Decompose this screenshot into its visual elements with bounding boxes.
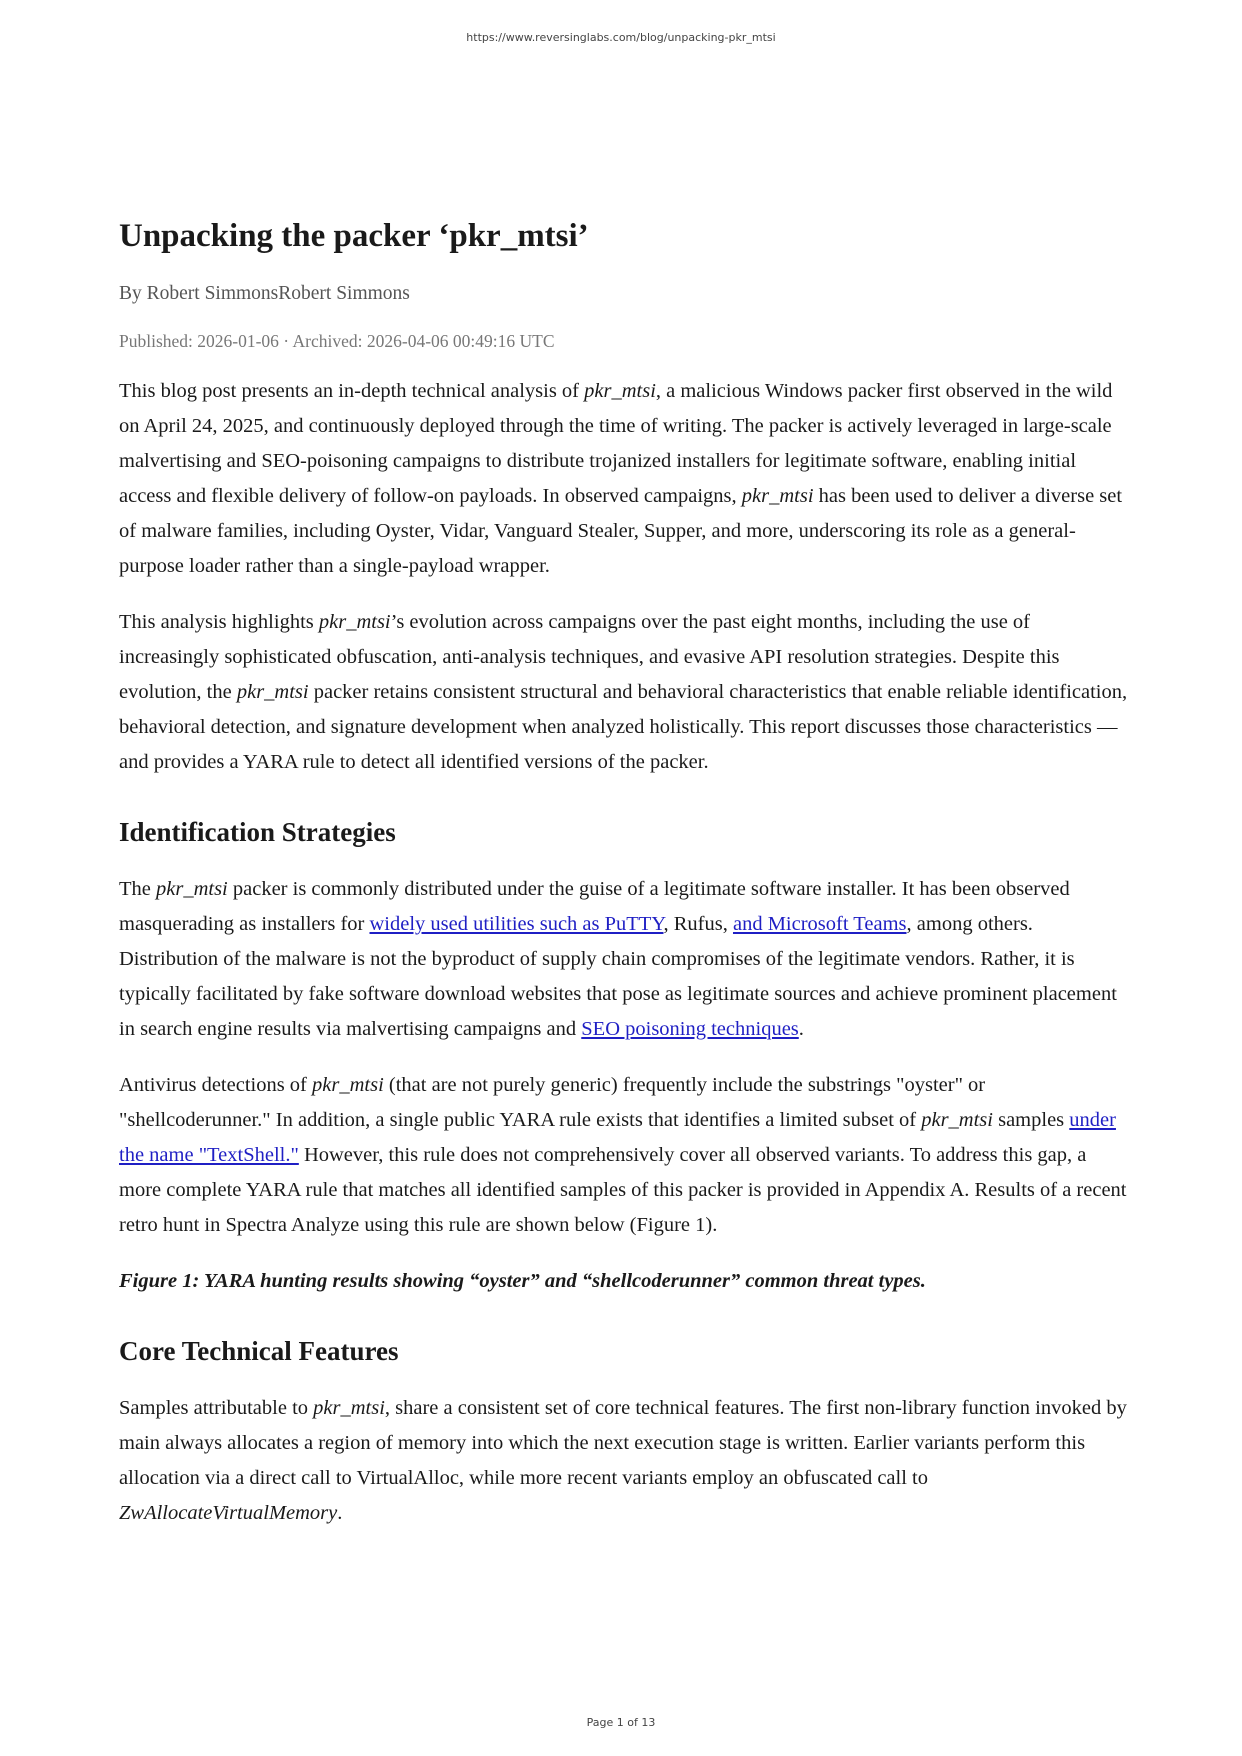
term-zwallocatevirtualmemory: ZwAllocateVirtualMemory bbox=[119, 1502, 338, 1524]
term-pkr-mtsi: pkr_mtsi bbox=[741, 485, 814, 507]
identification-paragraph-1: The pkr_mtsi packer is commonly distributed under the guise of a legitimate software installer. It has been observed masquerading as installers for widely used utilities such as PuTTY, Rufus, and Microsoft Teams, among others. Distribution of the malware is not the byproduct of supply chain compromises of the legitimate vendors. Rather, it is typically facilitated by fake software download websites that pose as legitimate sources and achieve prominent placement in search engine results via malvertising campaigns and SEO poisoning techniques. bbox=[119, 878, 1117, 1040]
intro-paragraph-1: This blog post presents an in-depth technical analysis of pkr_mtsi, a malicious Windows packer first observed in the wild on April 24, 2025, and continuously deployed through the time of writing. The packer is actively leveraged in large-scale malvertising and SEO-poisoning campaigns to distribute trojanized installers for legitimate software, enabling initial access and flexible delivery of follow-on payloads. In observed campaigns, pkr_mtsi has been used to deliver a diverse set of malware families, including Oyster, Vidar, Vanguard Stealer, Supper, and more, underscoring its role as a general-purpose loader rather than a single-payload wrapper. bbox=[119, 380, 1123, 577]
identification-paragraph-2: Antivirus detections of pkr_mtsi (that are not purely generic) frequently include the substrings "oyster" or "shellcoderunner." In addition, a single public YARA rule exists that identifies a limited subset of pkr_mtsi samples under the name "TextShell." However, this rule does not comprehensively cover all observed variants. To address this gap, a more complete YARA rule that matches all identified samples of this packer is provided in Appendix A. Results of a recent retro hunt in Spectra Analyze using this rule are shown below (Figure 1). bbox=[119, 1074, 1127, 1236]
page-number: Page 1 of 13 bbox=[586, 1716, 656, 1729]
intro-paragraph-2: This analysis highlights pkr_mtsi’s evolution across campaigns over the past eight months, including the use of increasingly sophisticated obfuscation, anti-analysis techniques, and evasive API resolution strategies. Despite this evolution, the pkr_mtsi packer retains consistent structural and behavioral characteristics that enable reliable identification, behavioral detection, and signature development when analyzed holistically. This report discusses those characteristics — and provides a YARA rule to detect all identified versions of the packer. bbox=[119, 611, 1128, 773]
section-heading-core-features: Core Technical Features bbox=[119, 1336, 399, 1366]
term-pkr-mtsi: pkr_mtsi bbox=[236, 681, 309, 703]
core-features-paragraph-1: Samples attributable to pkr_mtsi, share a consistent set of core technical features. The first non-library function invoked by main always allocates a region of memory into which the next execution stage is written. Earlier variants perform this allocation via a direct call to VirtualAlloc, while more recent variants employ an obfuscated call to ZwAllocateVirtualMemory. bbox=[119, 1397, 1127, 1524]
article bbox=[119, 214, 1129, 1552]
term-pkr-mtsi: pkr_mtsi bbox=[921, 1109, 993, 1131]
term-pkr-mtsi: pkr_mtsi bbox=[156, 878, 228, 900]
term-pkr-mtsi: pkr_mtsi bbox=[584, 380, 656, 402]
link-seo-poisoning[interactable]: SEO poisoning techniques bbox=[581, 1018, 799, 1040]
page-url-header: https://www.reversinglabs.com/blog/unpacking-pkr_mtsi bbox=[466, 31, 776, 44]
section-heading-identification: Identification Strategies bbox=[119, 817, 396, 847]
link-textshell-rule[interactable]: under the name "TextShell." bbox=[119, 1109, 1116, 1166]
term-pkr-mtsi: pkr_mtsi bbox=[318, 611, 391, 633]
link-putty-utilities[interactable]: widely used utilities such as PuTTY bbox=[369, 913, 664, 935]
publish-meta: Published: 2026-01-06 · Archived: 2026-04-06 00:49:16 UTC bbox=[119, 331, 555, 351]
term-pkr-mtsi: pkr_mtsi bbox=[313, 1397, 385, 1419]
page-title: Unpacking the packer ‘pkr_mtsi’ bbox=[119, 218, 589, 254]
figure-1-caption: Figure 1: YARA hunting results showing “oyster” and “shellcoderunner” common threat types. bbox=[119, 1270, 926, 1292]
term-pkr-mtsi: pkr_mtsi bbox=[312, 1074, 384, 1096]
author-byline: By Robert SimmonsRobert Simmons bbox=[119, 283, 410, 304]
link-microsoft-teams[interactable]: and Microsoft Teams bbox=[732, 913, 907, 935]
